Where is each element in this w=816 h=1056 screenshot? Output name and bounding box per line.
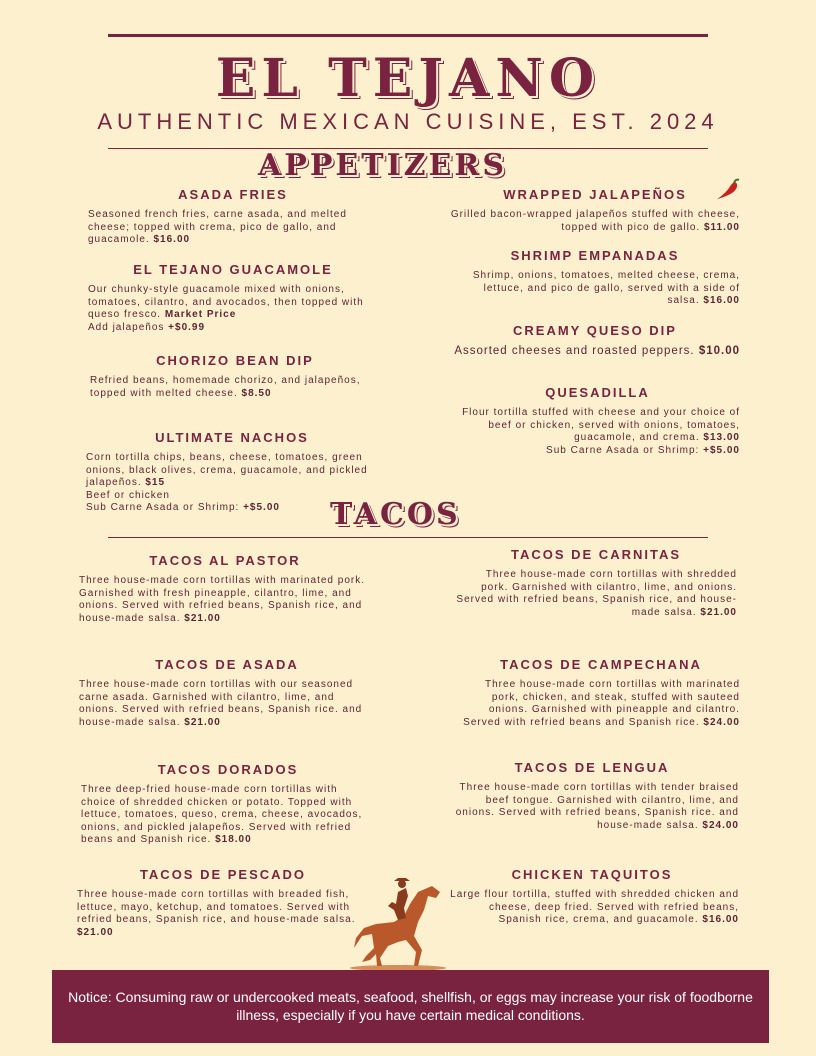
- item-price: $8.50: [241, 387, 272, 399]
- menu-item-wrapped-jalapenos: [450, 187, 740, 234]
- item-description: Three house-made corn tortillas with marinated pork. Garnished with fresh pineapple, cilantro, lime, and onions. Served with refried beans, Spanish rice, and house-made salsa. $21.00: [79, 575, 365, 624]
- item-description: Three house-made corn tortillas with marinated pork, chicken, and steak, stuffed with sauteed onions. Garnished with pineapple and cilantro. Served with refried beans and Spanish rice. $24.00: [463, 679, 740, 728]
- item-name: SHRIMP EMPANADAS: [510, 248, 680, 263]
- tacos-divider: [108, 537, 708, 538]
- item-name: TACOS DE PESCADO: [139, 867, 307, 882]
- item-price: $21.00: [184, 612, 221, 624]
- item-description: Three house-made corn tortillas with our seasoned carne asada. Garnished with cilantro, lime, and onions. Served with refried beans, Spanish rice. and house-made salsa. $21.00: [79, 679, 363, 728]
- item-price: $21.00: [700, 606, 737, 618]
- item-name: TACOS DORADOS: [157, 762, 299, 777]
- menu-item-tacos-de-asada: [79, 657, 375, 729]
- item-name: TACOS AL PASTOR: [149, 553, 301, 568]
- restaurant-subtitle: AUTHENTIC MEXICAN CUISINE, EST. 2024: [97, 109, 719, 134]
- item-description: Large flour tortilla, stuffed with shredded chicken and cheese, deep fried. Served with refried beans, Spanish rice, crema, and guacamole. $16.00: [450, 889, 739, 925]
- menu-item-tacos-al-pastor: [79, 553, 371, 625]
- item-sub-price: +$5.00: [703, 444, 740, 456]
- item-name: ULTIMATE NACHOS: [155, 430, 309, 445]
- item-name: ASADA FRIES: [178, 187, 288, 202]
- item-price: Market Price: [164, 309, 237, 320]
- item-name: CREAMY QUESO DIP: [513, 323, 677, 338]
- item-name: CHICKEN TAQUITOS: [511, 867, 673, 882]
- item-description: Grilled bacon-wrapped jalapeños stuffed with cheese, topped with pico de gallo. $11.00: [450, 209, 740, 233]
- item-price: $24.00: [702, 819, 739, 831]
- item-description: Refried beans, homemade chorizo, and jalapeños, topped with melted cheese. $8.50: [90, 375, 361, 399]
- menu-item-tacos-de-lengua: [445, 760, 739, 832]
- item-price: $15: [145, 477, 166, 488]
- item-price: $18.00: [215, 834, 252, 845]
- item-price: $10.00: [698, 345, 740, 357]
- item-name: TACOS DE LENGUA: [514, 760, 670, 775]
- item-price: $11.00: [703, 221, 740, 233]
- item-name: EL TEJANO GUACAMOLE: [133, 262, 333, 277]
- item-name: WRAPPED JALAPEÑOS: [503, 187, 687, 202]
- item-description: Our chunky-style guacamole mixed with onions, tomatoes, cilantro, and avocados, then topped with queso fresco. Market Price Add jalapeños +$0.99: [88, 284, 364, 333]
- tacos-heading: TACOS: [330, 497, 461, 532]
- menu-item-tacos-de-campechana: [462, 657, 740, 729]
- menu-item-quesadilla: [455, 385, 740, 457]
- item-description: Shrimp, onions, tomatoes, melted cheese, crema, lettuce, and pico de gallo, served with a side of salsa. $16.00: [472, 270, 740, 306]
- item-name: CHORIZO BEAN DIP: [156, 353, 314, 368]
- restaurant-title: EL TEJANO: [215, 48, 601, 109]
- menu-item-shrimp-empanadas: [450, 248, 740, 308]
- item-price: $13.00: [703, 432, 740, 443]
- item-description: Flour tortilla stuffed with cheese and your choice of beef or chicken, served with onions, tomatoes, guacamole, and crema. $13.00 Sub Carne Asada or Shrimp: +$5.00: [462, 407, 740, 456]
- menu-item-creamy-queso-dip: [450, 323, 740, 358]
- menu-item-tacos-dorados: [81, 762, 375, 847]
- item-extra-price: +$0.99: [168, 321, 206, 333]
- item-price: $21.00: [77, 926, 114, 938]
- item-description: Corn tortilla chips, beans, cheese, tomatoes, green onions, black olives, crema, guacamole, and pickled jalapeños. $15 Beef or chicken Sub Carne Asada or Shrimp: +$5.00: [86, 452, 368, 513]
- menu-item-tacos-de-pescado: [77, 867, 369, 939]
- item-name: TACOS DE CARNITAS: [510, 547, 682, 562]
- item-sub-price: +$5.00: [243, 502, 280, 513]
- menu-item-chicken-taquitos: [445, 867, 739, 927]
- item-name: QUESADILLA: [545, 385, 650, 400]
- menu-item-asada-fries: [88, 187, 378, 247]
- item-description: Three deep-fried house-made corn tortillas with choice of shredded chicken or potato. Topped with lettuce, tomatoes, queso, crema, cheese, avocados, onions, and pickled jalapeños. Served with refried beans and Spanish rice. $18.00: [81, 784, 363, 845]
- item-description: Three house-made corn tortillas with shredded pork. Garnished with cilantro, lime, and onions. Served with refried beans, Spanish rice, and house-made salsa. $21.00: [456, 569, 737, 618]
- item-description: Three house-made corn tortillas with tender braised beef tongue. Garnished with cilantro, lime, and onions. Served with refried beans, Spanish rice. and house-made salsa. $24.00: [455, 782, 739, 831]
- top-rule: [108, 34, 708, 37]
- item-price: $21.00: [184, 716, 221, 728]
- item-price: $24.00: [703, 716, 740, 728]
- item-price: $16.00: [703, 295, 740, 306]
- item-description: Seasoned french fries, carne asada, and melted cheese; topped with crema, pico de gallo, and guacamole. $16.00: [88, 209, 347, 245]
- menu-item-guacamole: [88, 262, 378, 334]
- appetizers-heading: APPETIZERS: [258, 148, 507, 183]
- item-description: Three house-made corn tortillas with breaded fish, lettuce, mayo, ketchup, and tomatoes. Served with refried beans, Spanish rice, and house-made salsa. $21.00: [77, 889, 356, 938]
- menu-item-tacos-de-carnitas: [455, 547, 737, 619]
- health-notice: Notice: Consuming raw or undercooked meats, seafood, shellfish, or eggs may increase your risk of foodborne illness, especially if you have certain medical conditions.: [52, 970, 769, 1043]
- menu-item-chorizo-bean-dip: [90, 353, 380, 400]
- item-price: $16.00: [153, 234, 191, 245]
- item-name: TACOS DE ASADA: [155, 657, 299, 672]
- item-price: $16.00: [702, 914, 739, 925]
- horse-rider-icon: [348, 876, 448, 971]
- item-name: TACOS DE CAMPECHANA: [500, 657, 702, 672]
- item-description: Assorted cheeses and roasted peppers. $10.00: [454, 345, 740, 357]
